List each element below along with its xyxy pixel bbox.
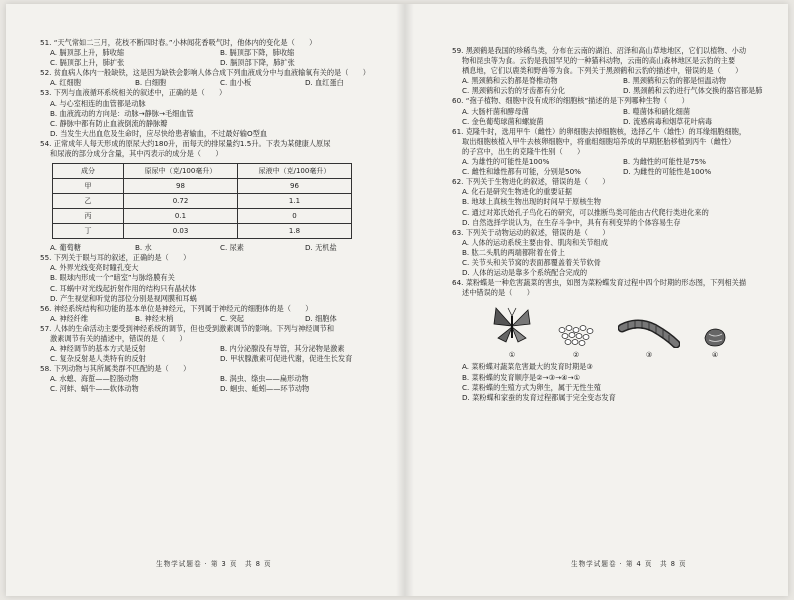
option-d: D. 蛔虫、蚯蚓——环节动物 bbox=[220, 384, 310, 394]
table-cell: 乙 bbox=[53, 194, 124, 209]
option-c: C. 通过对郑氏始孔子鸟化石的研究，可以推断鸟类可能由古代爬行类进化来的 bbox=[462, 207, 709, 217]
question-61-stem-cont: 取出细胞核植入甲牛去核卵细胞中，将重组细胞培养成的早期胚胎移植到丙牛（雌性） bbox=[462, 136, 736, 146]
left-page-footer: 生物学试题卷 · 第 3 页 共 8 页 bbox=[156, 560, 272, 568]
option-c: C. 膈顶部上升，肺扩张 bbox=[50, 58, 125, 68]
option-b: B. 肱二头肌的两端都附着在骨上 bbox=[462, 247, 565, 257]
option-d: D. 黑颈鹤和云豹进行气体交换的器官都是肺 bbox=[623, 86, 763, 96]
question-57-stem: 57. 人体的生命活动主要受到神经系统的调节，但也受到激素调节的影响。下列与神经调节和 bbox=[40, 323, 335, 333]
right-page-footer: 生物学试题卷 · 第 4 页 共 8 页 bbox=[571, 560, 687, 568]
option-a: A. 人体的运动系统主要由骨、肌肉和关节组成 bbox=[462, 237, 608, 247]
option-a: A. 水螅、海蜇——腔肠动物 bbox=[50, 374, 139, 384]
option-a: A. 神经调节的基本方式是反射 bbox=[50, 344, 146, 354]
question-52-options bbox=[40, 78, 390, 88]
option-b: B. 神经末梢 bbox=[135, 313, 174, 323]
table-header: 原尿中（克/100毫升） bbox=[124, 164, 238, 179]
question-63 bbox=[452, 228, 784, 278]
question-64-stem: 64. 菜粉蝶是一种危害蔬菜的害虫，如图为菜粉蝶发育过程中四个时期的形态图，下列相关描 bbox=[452, 278, 747, 288]
question-60-options bbox=[452, 107, 784, 127]
option-c: C. 复杂反射是人类特有的反射 bbox=[50, 354, 146, 364]
option-a: A. 红细胞 bbox=[50, 78, 81, 88]
option-b: B. 为雌性的可能性是75% bbox=[623, 157, 706, 167]
option-a: A. 为雄性的可能性是100% bbox=[462, 157, 550, 167]
eggs-icon bbox=[556, 322, 596, 348]
option-d: D. 自然选择学说认为，在生存斗争中，具有有利变异的个体容易生存 bbox=[462, 217, 681, 227]
option-b: B. 涡虫、绦虫——扁形动物 bbox=[220, 374, 309, 384]
option-d: D. 菜粉蝶和家蚕的发育过程都属于完全变态发育 bbox=[462, 392, 616, 402]
question-57 bbox=[40, 324, 390, 364]
stage-label: ② bbox=[572, 351, 580, 360]
option-d: D. 为雌性的可能性是100% bbox=[623, 167, 712, 177]
option-a: A. 膈顶部上升，肺收缩 bbox=[50, 48, 125, 58]
table-row bbox=[53, 224, 352, 239]
option-d: D. 细胞体 bbox=[305, 313, 337, 323]
question-52-stem: 52. 贫血病人体内一般缺铁，这是因为缺铁会影响人体合成下列血液成分中与血液输氧有关的是（ ） bbox=[40, 68, 370, 78]
question-53-options bbox=[40, 99, 390, 139]
option-d: D. 当发生大出血危及生命时，应尽快给患者输血，不过最好输O型血 bbox=[50, 128, 268, 138]
option-a: A. 葡萄糖 bbox=[50, 243, 81, 253]
option-c: C. 关节头和关节窝的表面都覆盖着关节软骨 bbox=[462, 257, 601, 267]
option-c: C. 菜粉蝶的生殖方式为卵生，属于无性生殖 bbox=[462, 382, 601, 392]
page-fold bbox=[396, 4, 414, 596]
option-a: A. 化石是研究生物进化的重要证据 bbox=[462, 187, 572, 197]
question-55-stem: 55. 下列关于眼与耳的叙述，正确的是（ ） bbox=[40, 253, 191, 263]
question-62 bbox=[452, 177, 784, 227]
question-60-stem: 60. “孢子植物、细胞中没有成形的细胞核”描述的是下列哪种生物（ ） bbox=[452, 96, 689, 106]
option-d: D. 甲状腺激素可促进代谢，促进生长发育 bbox=[220, 354, 353, 364]
right-page bbox=[452, 46, 784, 403]
stage-adult bbox=[490, 304, 534, 360]
option-c: C. 耳蜗中对光线起折射作用的结构只有晶状体 bbox=[50, 283, 197, 293]
question-58 bbox=[40, 364, 390, 394]
table-header: 成分 bbox=[53, 164, 124, 179]
question-54 bbox=[40, 139, 390, 253]
butterfly-icon bbox=[490, 304, 534, 348]
question-51-options bbox=[40, 48, 390, 68]
question-54-stem: 54. 正常成年人每天形成的原尿大约180升，而每天的排尿量约1.5升。下表为某健康人原尿 bbox=[40, 138, 331, 148]
table-cell: 98 bbox=[124, 179, 238, 194]
table-row bbox=[53, 194, 352, 209]
option-c: C. 静脉中都有防止血液倒流的静脉瓣 bbox=[50, 118, 168, 128]
table-cell: 1.8 bbox=[238, 224, 352, 239]
option-c: C. 尿素 bbox=[220, 243, 244, 253]
question-60 bbox=[452, 96, 784, 126]
option-c: C. 突起 bbox=[220, 313, 244, 323]
option-d: D. 人体的运动是靠多个系统配合完成的 bbox=[462, 268, 588, 278]
question-54-options bbox=[40, 243, 390, 253]
question-64-options bbox=[452, 362, 784, 402]
table-cell: 0.1 bbox=[124, 209, 238, 224]
option-c: C. 血小板 bbox=[220, 78, 252, 88]
question-56-stem: 56. 神经系统结构和功能的基本单位是神经元，下列属于神经元的细胞体的是（ ） bbox=[40, 303, 313, 313]
question-59-stem-cont: 物和昆虫等为食。云豹是我国罕见的一种猫科动物，云南的高山森林地区是云豹的主要 bbox=[462, 56, 736, 66]
option-d: D. 膈顶部下降，肺扩张 bbox=[220, 58, 295, 68]
exam-sheet bbox=[6, 4, 788, 596]
question-59-stem-cont: 栖息地，它们以鹿类和野兽等为食。下列关于黑颈鹤和云豹的描述中，错误的是（ ） bbox=[462, 66, 743, 76]
question-63-stem: 63. 下列关于动物运动的叙述，错误的是（ ） bbox=[452, 227, 610, 237]
table-header-row bbox=[53, 164, 352, 179]
option-d: D. 流感病毒和烟草花叶病毒 bbox=[623, 116, 713, 126]
option-d: D. 血红蛋白 bbox=[305, 78, 344, 88]
option-b: B. 血液流动的方向是：动脉→静脉→毛细血管 bbox=[50, 108, 194, 118]
question-61-options bbox=[452, 157, 784, 177]
option-a: A. 外界光线变亮时瞳孔变大 bbox=[50, 263, 139, 273]
table-row bbox=[53, 209, 352, 224]
option-b: B. 膈顶部下降，肺收缩 bbox=[220, 48, 295, 58]
option-c: C. 黑颈鹤和云豹的牙齿都有分化 bbox=[462, 86, 566, 96]
question-59-options bbox=[452, 76, 784, 96]
option-b: B. 黑颈鹤和云豹的都是恒温动物 bbox=[623, 76, 726, 86]
question-56 bbox=[40, 304, 390, 324]
question-57-options bbox=[40, 344, 390, 364]
table-cell: 96 bbox=[238, 179, 352, 194]
question-53-stem: 53. 下列与血液循环系统相关的叙述中，正确的是（ ） bbox=[40, 88, 227, 98]
question-64-stem-cont: 述中错误的是（ ） bbox=[462, 288, 534, 298]
option-a: A. 神经纤维 bbox=[50, 313, 89, 323]
table-header: 尿液中（克/100毫升） bbox=[238, 164, 352, 179]
option-c: C. 金色葡萄球菌和螺旋菌 bbox=[462, 116, 544, 126]
option-a: A. 菜粉蝶对蔬菜危害最大的发育时期是③ bbox=[462, 362, 593, 372]
option-b: B. 噬菌体和硝化细菌 bbox=[623, 106, 691, 116]
question-52 bbox=[40, 68, 390, 88]
stage-label: ④ bbox=[711, 351, 719, 360]
pupa-icon bbox=[702, 326, 728, 348]
option-b: B. 地球上真核生物出现的时间早于原核生物 bbox=[462, 197, 601, 207]
option-b: B. 菜粉蝶的发育顺序是②→③→④→① bbox=[462, 372, 581, 382]
question-61 bbox=[452, 127, 784, 177]
caterpillar-icon bbox=[618, 318, 680, 348]
option-d: D. 无机盐 bbox=[305, 243, 337, 253]
question-51 bbox=[40, 38, 390, 68]
option-b: B. 眼球内形成一个“暗室”与脉络膜有关 bbox=[50, 273, 175, 283]
table-cell: 丙 bbox=[53, 209, 124, 224]
question-54-stem-cont: 和尿液的部分成分含量，其中丙表示的成分是（ ） bbox=[50, 149, 223, 159]
question-55 bbox=[40, 253, 390, 303]
table-cell: 0 bbox=[238, 209, 352, 224]
table-cell: 1.1 bbox=[238, 194, 352, 209]
question-63-options bbox=[452, 238, 784, 278]
option-b: B. 水 bbox=[135, 243, 152, 253]
question-56-options bbox=[40, 314, 390, 324]
question-58-stem: 58. 下列动物与其所属类群不匹配的是（ ） bbox=[40, 364, 191, 374]
stage-larva bbox=[618, 318, 680, 360]
option-a: A. 大肠杆菌和酵母菌 bbox=[462, 106, 529, 116]
question-55-options bbox=[40, 263, 390, 303]
question-58-options bbox=[40, 374, 390, 394]
question-59 bbox=[452, 46, 784, 96]
question-51-stem: 51. “天气常如二三月，花枝不断四时春。”小林闻花香吸气时，他体内的变化是（ ） bbox=[40, 38, 317, 47]
question-57-stem-cont: 激素调节有关的描述中，错误的是（ ） bbox=[50, 333, 187, 343]
butterfly-life-cycle-figure bbox=[490, 304, 784, 360]
left-page bbox=[40, 38, 390, 395]
option-b: B. 白细胞 bbox=[135, 78, 167, 88]
table-cell: 丁 bbox=[53, 224, 124, 239]
composition-table bbox=[52, 163, 352, 239]
table-cell: 甲 bbox=[53, 179, 124, 194]
table-cell: 0.03 bbox=[124, 224, 238, 239]
table-row bbox=[53, 179, 352, 194]
table-cell: 0.72 bbox=[124, 194, 238, 209]
question-59-stem: 59. 黑颈鹤是我国的珍稀鸟类，分布在云南的湖泊、沼泽和高山草地地区，它们以植物、小动 bbox=[452, 46, 747, 55]
question-64 bbox=[452, 278, 784, 403]
question-62-stem: 62. 下列关于生物进化的叙述，错误的是（ ） bbox=[452, 177, 610, 187]
question-61-stem-cont: 的子宫中，出生的克隆牛性别（ ） bbox=[462, 146, 585, 156]
question-62-options bbox=[452, 187, 784, 227]
option-b: B. 内分泌腺没有导管，其分泌物是激素 bbox=[220, 344, 345, 354]
stage-label: ① bbox=[508, 351, 516, 360]
option-c: C. 雌性和雄性都有可能，分别是50% bbox=[462, 167, 582, 177]
stage-pupa bbox=[702, 326, 728, 360]
option-a: A. 与心室相连的血管都是动脉 bbox=[50, 98, 146, 108]
stage-label: ③ bbox=[645, 351, 653, 360]
question-61-stem: 61. 克隆牛时，选用甲牛（雌性）的卵细胞去掉细胞核，选择乙牛（雄性）的耳缘细胞细胞， bbox=[452, 126, 747, 136]
option-a: A. 黑颈鹤和云豹都是脊椎动物 bbox=[462, 76, 558, 86]
option-d: D. 产生视觉和听觉的部位分别是视网膜和耳蜗 bbox=[50, 293, 197, 303]
question-53 bbox=[40, 88, 390, 138]
stage-eggs bbox=[556, 322, 596, 360]
option-c: C. 河蚌、蜗牛——软体动物 bbox=[50, 384, 139, 394]
